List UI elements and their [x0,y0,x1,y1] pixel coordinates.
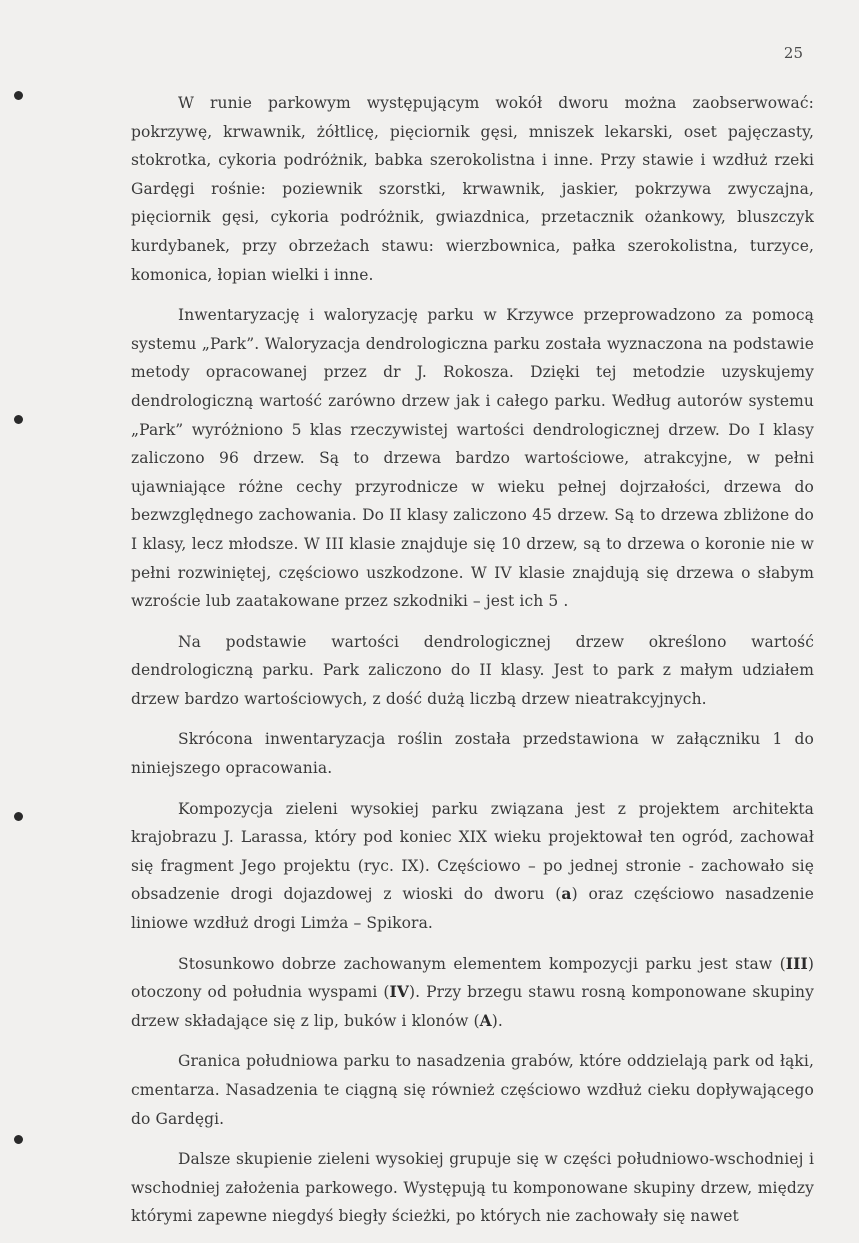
text-span: Stosunkowo dobrze zachowanym elementem kompozycji parku jest staw ( [178,954,786,973]
paragraph-pond [131,950,814,1036]
text-span: ) oraz częściowo nasadzenie liniowe wzdłuż drogi Limża – Spikora. [131,885,814,933]
document-body [131,89,814,1243]
paragraph-attachment-note: Skrócona inwentaryzacja roślin została przedstawiona w załączniku 1 do niniejszego opracowania. [131,730,814,778]
binder-hole-mark [14,812,23,821]
map-marker-label: A [479,1010,492,1030]
text-span: ). [491,1011,503,1030]
map-marker-label: III [785,953,808,973]
paragraph-park-value: Na podstawie wartości dendrologicznej drzew określono wartość dendrologiczną parku. Park zaliczono do II klasy. Jest to park z małym udziałem drzew bardzo wartościowych, z dość dużą liczbą drzew nieatrakcyjnych. [131,632,814,708]
text-span: ). Przy brzegu stawu rosną komponowane skupiny drzew składające się z lip, buków i klonów ( [131,983,814,1030]
page-number: 25 [783,44,803,62]
binder-hole-mark [14,1135,23,1144]
paragraph-southern-border: Granica południowa parku to nasadzenia grabów, które oddzielają park od łąki, cmentarza. Nasadzenia te ciągną się również częściowo wzdłuż cieku dopływającego do Gardęgi. [131,1052,814,1128]
binder-hole-mark [14,91,23,100]
text-span: Kompozycja zieleni wysokiej parku związana jest z projektem architekta krajobrazu J. Larassa, który pod koniec XIX wieku projektował ten ogród, zachował się fragment Jego projektu (ryc. IX). Częściowo – po jednej stronie - zachowało się obsadzenie drogi dojazdowej z wioski do dworu ( [131,799,814,904]
text-span: ) otoczony od południa wyspami ( [131,954,814,1002]
paragraph-composition [131,795,814,938]
binder-hole-mark [14,415,23,424]
map-marker-label: IV [389,982,410,1002]
paragraph-inventory-valuation: Inwentaryzację i waloryzację parku w Krzywce przeprowadzono za pomocą systemu „Park”. Waloryzacja dendrologiczna parku została wyznaczona na podstawie metody opracowanej przez dr J. Rokosza. Dzięki tej metodzie uzyskujemy dendrologiczną wartość zarówno drzew jak i całego parku. Według autorów systemu „Park” wyróżniono 5 klas rzeczywistej wartości dendrologicznej drzew. Do I klasy zaliczono 96 drzew. Są to drzewa bardzo wartościowe, atrakcyjne, w pełni ujawniające różne cechy przyrodnicze w wieku pełnej dojrzałości, drzewa do bezwzględnego zachowania. Do II klasy zaliczono 45 drzew. Są to drzewa zbliżone do I klasy, lecz młodsze. W III klasie znajduje się 10 drzew, są to drzewa o koronie nie w pełni rozwiniętej, częściowo uszkodzone. W IV klasie znajdują się drzewa o słabym wzroście lub zaatakowane przez szkodniki – jest ich 5 . [131,306,814,611]
paragraph-southeast-greenery: Dalsze skupienie zieleni wysokiej grupuje się w części południowo-wschodniej i wschodniej założenia parkowego. Występują tu komponowane skupiny drzew, między którymi zapewne niegdyś biegły ścieżki, po których nie zachowały się nawet [131,1150,814,1226]
paragraph-ground-flora: W runie parkowym występującym wokół dworu można zaobserwować: pokrzywę, krwawnik, żółtlicę, pięciornik gęsi, mniszek lekarski, oset pajęczasty, stokrotka, cykoria podróżnik, babka szerokolistna i inne. Przy stawie i wzdłuż rzeki Gardęgi rośnie: poziewnik szorstki, krwawnik, jaskier, pokrzywa zwyczajna, pięciornik gęsi, cykoria podróżnik, gwiazdnica, przetacznik ożankowy, bluszczyk kurdybanek, przy obrzeżach stawu: wierzbownica, pałka szerokolistna, turzyce, komonica, łopian wielki i inne. [131,94,814,284]
map-marker-label: a [561,884,572,904]
